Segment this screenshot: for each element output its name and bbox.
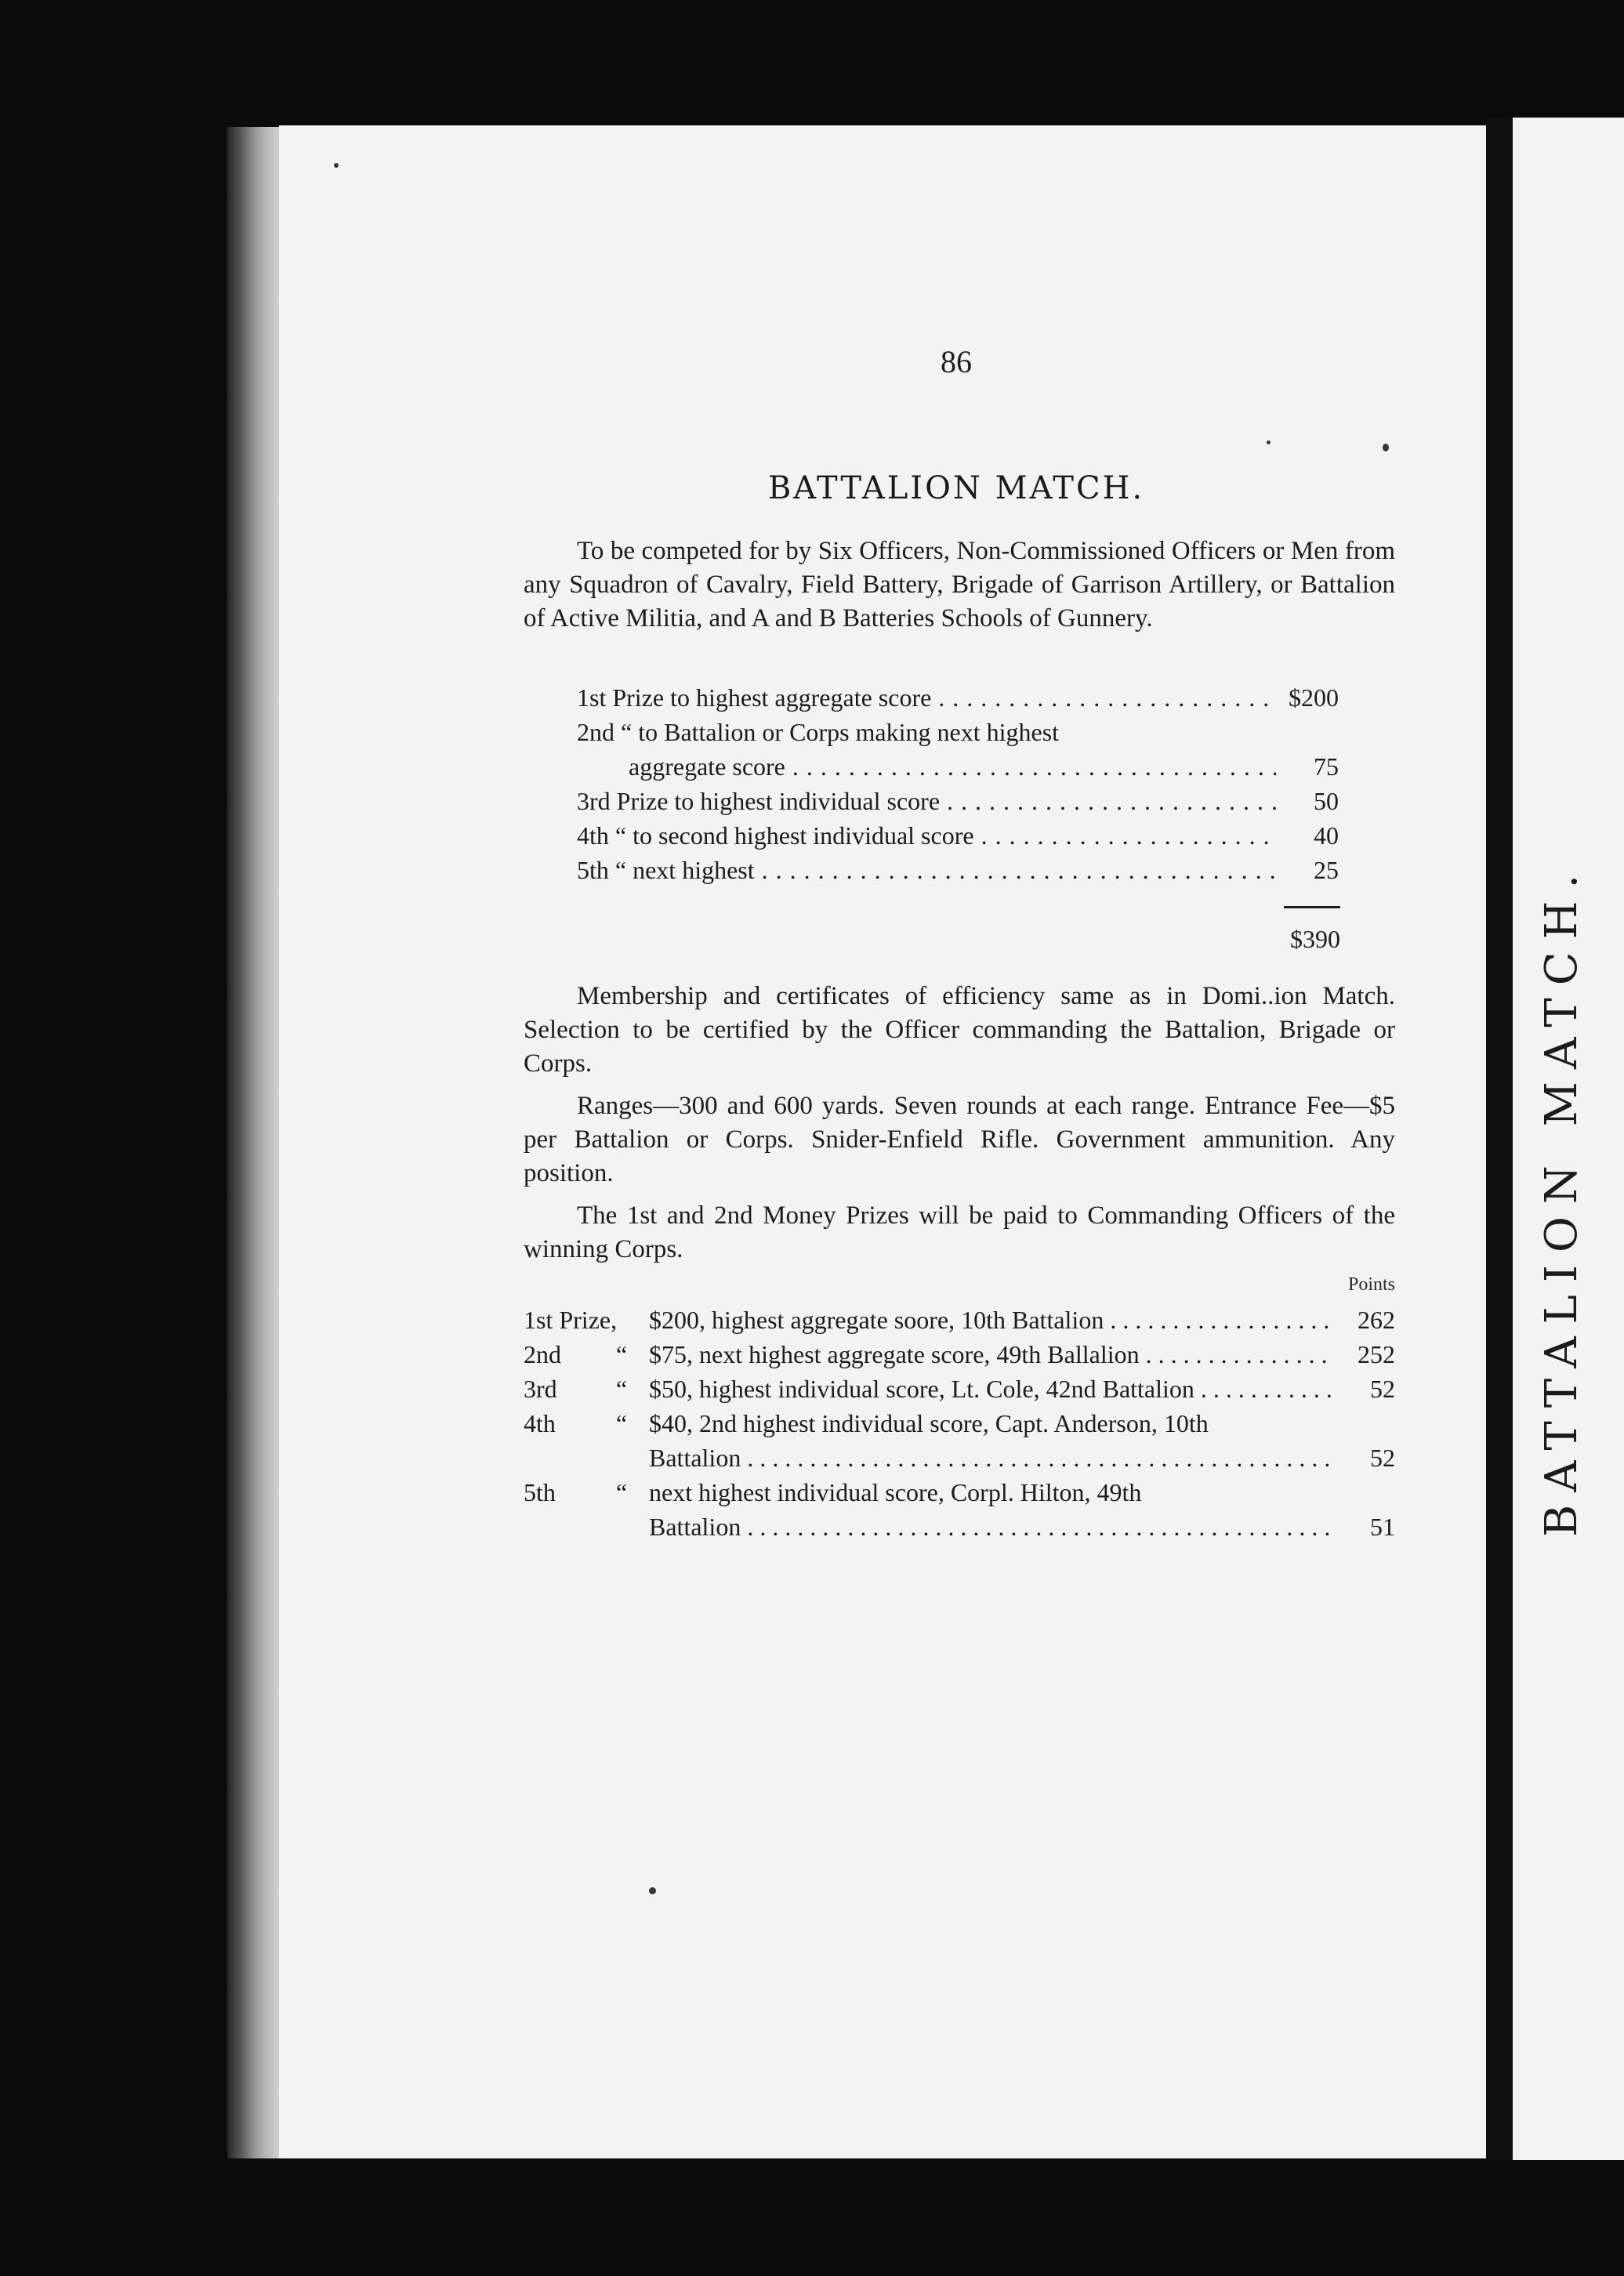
membership-text: Membership and certificates of efficiency same as in Domi..ion Match. Selection to be certified by the Officer commanding the Battalion, Brigade or Corps. — [524, 982, 1395, 1078]
prize-list — [577, 683, 1339, 890]
total-rule — [1284, 906, 1340, 908]
prize-row: 4th “ to second highest individual score . . . 40 — [577, 821, 1339, 856]
results-list — [524, 1306, 1395, 1547]
result-row: 3rd “ $50, highest individual score, Lt. Cole, 42nd Battalion . . . 52 — [524, 1375, 1395, 1409]
money-prizes-text: The 1st and 2nd Money Prizes will be paid to Commanding Officers of the winning Corps. — [524, 1201, 1395, 1263]
result-row: 2nd “ $75, next highest aggregate score, 49th Ballalion . . . 252 — [524, 1340, 1395, 1375]
money-prizes-paragraph — [524, 1199, 1395, 1267]
prize-total: $390 — [1290, 925, 1340, 953]
prize-row: 3rd Prize to highest individual score . . . 50 — [577, 787, 1339, 821]
prize-row: 2nd “ to Battalion or Corps making next highest — [577, 718, 1060, 746]
result-row: 4th “ $40, 2nd highest individual score, Capt. Anderson, 10th — [524, 1409, 1209, 1437]
ranges-text: Ranges—300 and 600 yards. Seven rounds at each range. Entrance Fee—$5 per Battalion or Corps. Snider-Enfield Rifle. Government ammunition. Any position. — [524, 1092, 1395, 1187]
result-row: Battalion . . . 51 — [524, 1513, 1395, 1547]
prize-row: 1st Prize to highest aggregate score . . . $200 — [577, 683, 1339, 718]
page-number: 86 — [941, 344, 972, 379]
page-title: BATTALION MATCH. — [767, 470, 1145, 506]
result-row: 5th “ next highest individual score, Corpl. Hilton, 49th — [524, 1478, 1142, 1506]
result-row: Battalion . . . 52 — [524, 1444, 1395, 1478]
intro-paragraph — [524, 535, 1395, 636]
ranges-paragraph — [524, 1089, 1395, 1191]
print-speck — [649, 1887, 656, 1894]
prize-row: aggregate score . . . 75 — [577, 752, 1339, 787]
book-spine-shadow — [227, 127, 279, 2158]
intro-text: To be competed for by Six Officers, Non-Commissioned Officers or Men from any Squadron of Cavalry, Field Battery, Brigade of Garrison Artillery, or Battalion of Active Militia, and A and B Batteries Schools of Gunnery. — [524, 537, 1395, 632]
points-column-header: Points — [1347, 1274, 1395, 1295]
running-head: BATTALION MATCH. — [1536, 861, 1587, 1537]
page-gutter — [1486, 118, 1513, 2160]
membership-paragraph — [524, 980, 1395, 1081]
print-speck — [1383, 444, 1389, 451]
result-row: 1st Prize, $200, highest aggregate soore, 10th Battalion . . . 262 — [524, 1306, 1395, 1340]
print-speck — [1267, 440, 1271, 444]
prize-row: 5th “ next highest . . . 25 — [577, 856, 1339, 890]
print-speck — [334, 163, 339, 168]
